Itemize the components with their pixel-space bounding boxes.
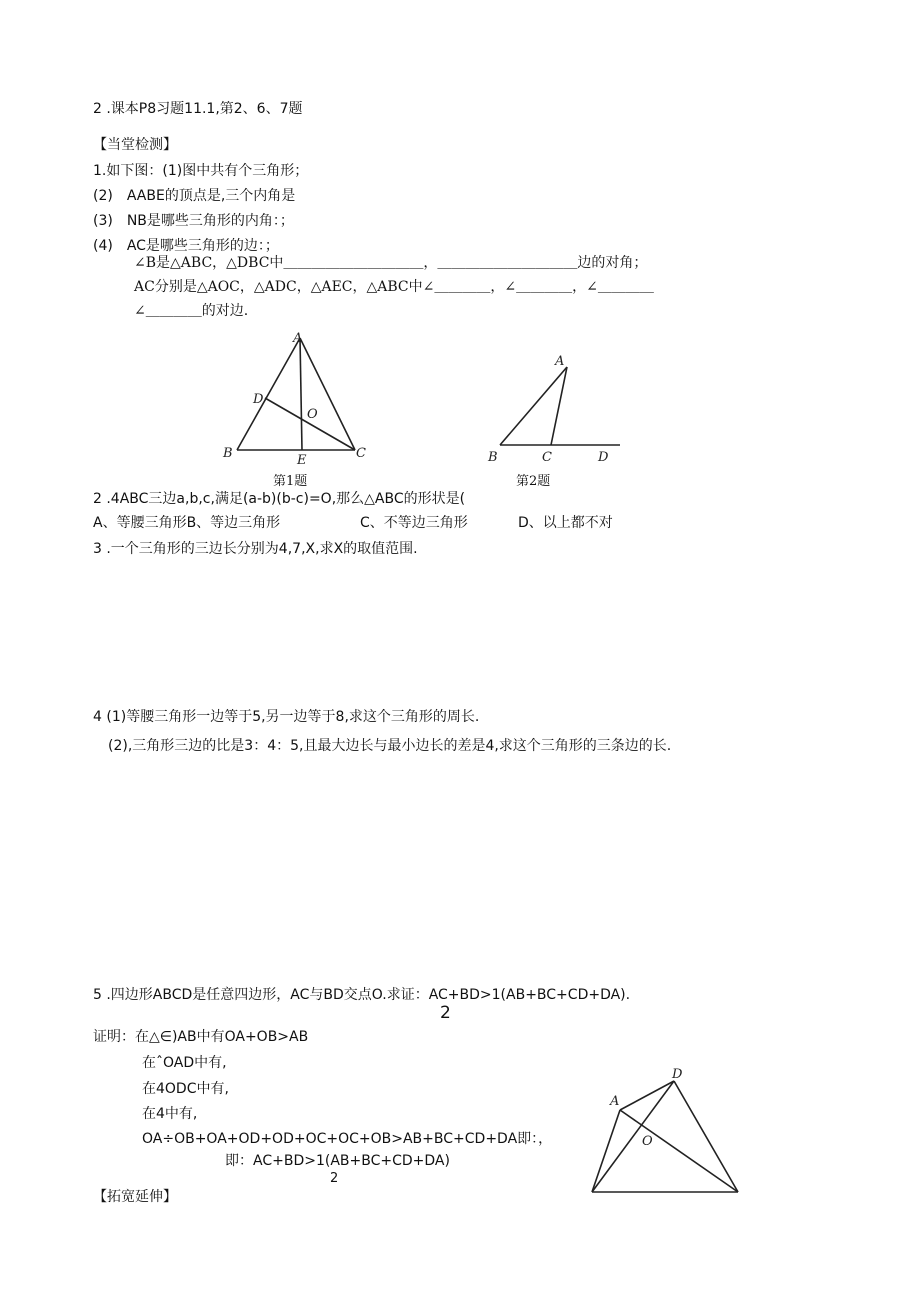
fig1-label-o: O <box>307 407 318 422</box>
q5-stem: 5 .四边形ABCD是任意四边形，AC与BD交点O.求证：AC+BD>1(AB+BC+CD+DA). <box>93 987 631 1003</box>
figure-3 <box>580 1065 750 1200</box>
fig1-label-e: E <box>297 453 307 465</box>
figure-1-caption: 第1题 <box>273 474 308 489</box>
fig2-label-d: D <box>598 450 609 465</box>
q2-option-c: C、不等边三角形 <box>360 515 468 531</box>
figure-1-triangle <box>215 330 375 465</box>
figure-1 <box>215 330 375 490</box>
q2-option-d: D、以上都不对 <box>518 515 613 531</box>
q5-fraction-denominator: 2 <box>440 1003 451 1023</box>
fig2-label-a: A <box>555 354 565 369</box>
q5-proof-line-3: 在4ODC中有, <box>142 1081 229 1097</box>
q5-proof-line-4: 在4中有, <box>142 1106 198 1122</box>
q1-line-7: ∠＿＿＿＿的对边. <box>134 303 249 319</box>
section-heading-check: 【当堂检测】 <box>93 137 177 153</box>
figure-3-quadrilateral <box>580 1065 750 1200</box>
fig2-label-c: C <box>542 450 552 465</box>
q1-line-1: 1.如下图：(1)图中共有个三角形； <box>93 163 309 179</box>
homework-line: 2 .课本P8习题11.1,第2、6、7题 <box>93 101 303 117</box>
q5-proof-line-6: 即：AC+BD>1(AB+BC+CD+DA) <box>225 1153 450 1169</box>
q5-proof-line-1: 证明：在△∈)AB中有OA+OB>AB <box>93 1029 309 1045</box>
q3-text: 3 .一个三角形的三边长分别为4,7,X,求X的取值范围. <box>93 541 418 557</box>
q2-stem: 2 .4ABC三边a,b,c,满足(a-b)(b-c)=O,那么△ABC的形状是( <box>93 491 466 507</box>
section-heading-extension: 【拓宽延伸】 <box>93 1189 177 1205</box>
q1-line-5: ∠B是△ABC，△DBC中＿＿＿＿＿＿＿＿＿＿，＿＿＿＿＿＿＿＿＿＿边的对角； <box>134 255 648 271</box>
q1-line-6: AC分别是△AOC，△ADC，△AEC，△ABC中∠＿＿＿＿，∠＿＿＿＿，∠＿＿＿＿ <box>134 279 654 295</box>
q1-line-3: (3) NB是哪些三角形的内角：； <box>93 213 294 229</box>
q1-line-2: (2) AABE的顶点是,三个内角是 <box>93 188 296 204</box>
fig1-label-c: C <box>356 446 366 461</box>
fig3-label-d: D <box>672 1067 683 1082</box>
fig1-label-d: D <box>253 392 264 407</box>
fig3-label-a: A <box>610 1094 620 1109</box>
fig2-label-b: B <box>488 450 498 465</box>
q5-proof-line-2: 在ˆOAD中有, <box>142 1055 227 1071</box>
q1-line-4: (4) AC是哪些三角形的边：； <box>93 238 279 254</box>
figure-2-triangle <box>485 345 635 467</box>
figure-2 <box>485 345 635 490</box>
q5-proof-denominator: 2 <box>330 1171 339 1186</box>
fig1-label-b: B <box>223 446 233 461</box>
q5-proof-line-5: OA÷OB+OA+OD+OD+OC+OC+OB>AB+BC+CD+DA即：， <box>142 1131 553 1147</box>
fig1-label-a: A <box>293 331 303 346</box>
q4-line-2: (2),三角形三边的比是3：4：5,且最大边长与最小边长的差是4,求这个三角形的三条边的长. <box>108 738 672 754</box>
fig3-label-o: O <box>642 1134 653 1149</box>
q4-line-1: 4 (1)等腰三角形一边等于5,另一边等于8,求这个三角形的周长. <box>93 709 480 725</box>
figure-2-caption: 第2题 <box>516 474 551 489</box>
q2-option-a-b: A、等腰三角形B、等边三角形 <box>93 515 281 531</box>
